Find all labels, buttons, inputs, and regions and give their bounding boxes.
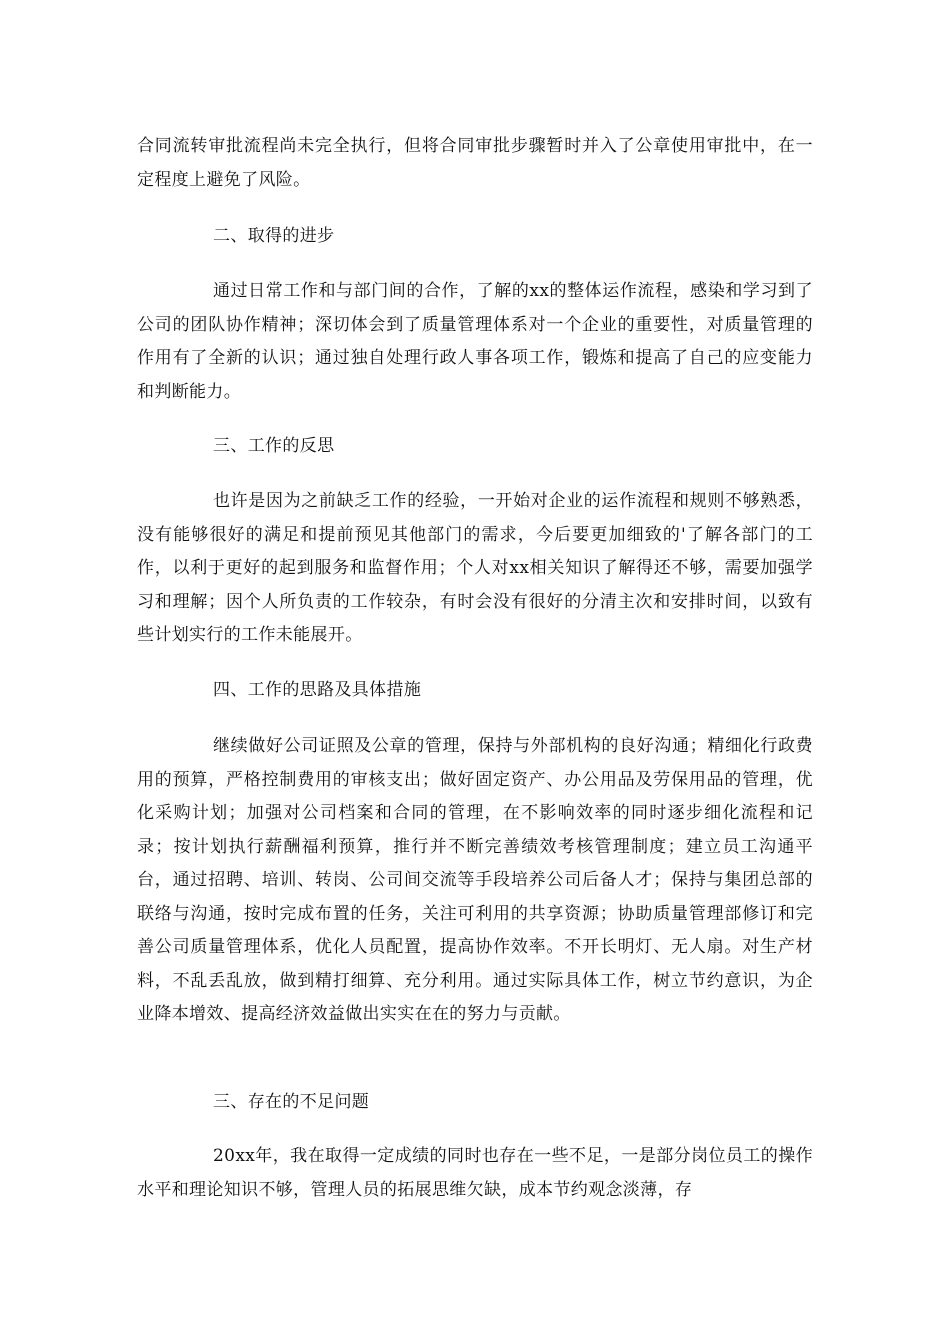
paragraph-shortcomings: 20xx年，我在取得一定成绩的同时也存在一些不足，一是部分岗位员工的操作水平和理论知识不够，管理人员的拓展思维欠缺，成本节约观念淡薄，存 <box>137 1146 813 1200</box>
paragraph-contract-approval: 合同流转审批流程尚未完全执行，但将合同审批步骤暂时并入了公章使用审批中，在一定程度上避免了风险。 <box>137 136 813 190</box>
heading-progress: 二、取得的进步 <box>213 226 335 246</box>
paragraph-progress: 通过日常工作和与部门间的合作，了解的xx的整体运作流程，感染和学习到了公司的团队协作精神；深切体会到了质量管理体系对一个企业的重要性，对质量管理的作用有了全新的认识；通过独自处理行政人事各项工作，锻炼和提高了自己的应变能力和判断能力。 <box>137 281 813 402</box>
paragraph-measures: 继续做好公司证照及公章的管理，保持与外部机构的良好沟通；精细化行政费用的预算，严格控制费用的审核支出；做好固定资产、办公用品及劳保用品的管理，优化采购计划；加强对公司档案和合同的管理，在不影响效率的同时逐步细化流程和记录；按计划执行薪酬福利预算，推行并不断完善绩效考核管理制度；建立员工沟通平台，通过招聘、培训、转岗、公司间交流等手段培养公司后备人才；保持与集团总部的联络与沟通，按时完成布置的任务，关注可利用的共享资源；协助质量管理部修订和完善公司质量管理体系，优化人员配置，提高协作效率。不开长明灯、无人扇。对生产材料，不乱丢乱放，做到精打细算、充分利用。通过实际具体工作，树立节约意识，为企业降本增效、提高经济效益做出实实在在的努力与贡献。 <box>137 736 813 1024</box>
heading-measures: 四、工作的思路及具体措施 <box>213 680 422 700</box>
paragraph-reflection: 也许是因为之前缺乏工作的经验，一开始对企业的运作流程和规则不够熟悉，没有能够很好的满足和提前预见其他部门的需求，今后要更加细致的'了解各部门的工作，以利于更好的起到服务和监督作用；个人对xx相关知识了解得还不够，需要加强学习和理解；因个人所负责的工作较杂，有时会没有很好的分清主次和安排时间，以致有些计划实行的工作未能展开。 <box>137 491 813 645</box>
heading-shortcomings: 三、存在的不足问题 <box>213 1092 370 1112</box>
heading-reflection: 三、工作的反思 <box>213 436 335 456</box>
